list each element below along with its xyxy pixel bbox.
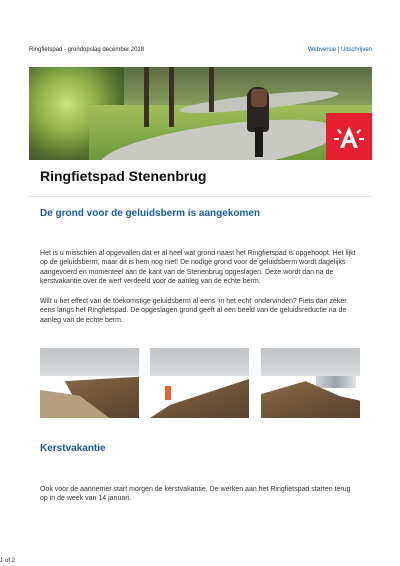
hero-tree-trunk: [209, 67, 214, 112]
page-number: 1 of 2: [0, 558, 16, 564]
photo-gallery: [40, 348, 360, 418]
section-paragraph: Het is u misschien al opgevallen dat er al heel wat grond naast het Ringfietspad is opgehoopt. Het lijkt op de geluidsberm, maar dit is hem nog niet! De nodige grond voor de geluidsberm wordt dagelijks aangevoerd en momenteel aan de kant van de Stenenbrug opgeslagen. Deze wordt dan na de kerstvakantie over de werf verdeeld voor de aanleg van de echte berm.: [40, 250, 356, 285]
photo-soil-storage-2: [150, 348, 249, 418]
unsubscribe-link[interactable]: Uitschrijven: [340, 47, 372, 53]
photo-sky: [150, 348, 249, 376]
hero-image: [29, 67, 372, 160]
section-heading-kerstvakantie: Kerstvakantie: [40, 443, 106, 454]
section-paragraph: Wilt u het effect van de toekomstige geluidsberm al eens ‘in het echt’ ondervinden? Fiets dan zeker eens langs het Ringfietspad. De opgeslagen grond geeft al een beeld van de geluidsreductie na de aanleg van de echte berm.: [40, 298, 347, 324]
section-paragraph: Ook voor de aannemer start morgen de kerstvakantie. De werken aan het Ringfietspad starten terug op in de week van 14 januari.: [40, 486, 351, 503]
hero-tree-trunk: [169, 67, 174, 127]
photo-sky: [40, 348, 139, 376]
antwerp-logo-mark: [334, 122, 364, 152]
hero-tree-trunk: [144, 67, 149, 127]
webversie-link[interactable]: Webversie: [307, 47, 337, 53]
photo-sky: [261, 348, 360, 376]
divider: [29, 196, 372, 197]
photo-construction-fence: [165, 386, 171, 400]
header-links: [308, 47, 372, 53]
photo-soil-storage-1: [40, 348, 139, 418]
section-heading-geluidsberm: De grond voor de geluidsberm is aangekomen: [40, 208, 261, 219]
newsletter-subject: Ringfietspad - grondopslag december 2018: [29, 47, 145, 53]
page-title: Ringfietspad Stenenbrug: [40, 168, 207, 184]
antwerp-logo-icon: [326, 113, 372, 160]
header-separator: |: [337, 47, 340, 53]
photo-soil-storage-3: [261, 348, 360, 418]
photo-parked-cars: [316, 376, 356, 388]
hero-cyclist-backpack: [251, 89, 267, 107]
hero-cyclist-legs: [255, 127, 263, 157]
